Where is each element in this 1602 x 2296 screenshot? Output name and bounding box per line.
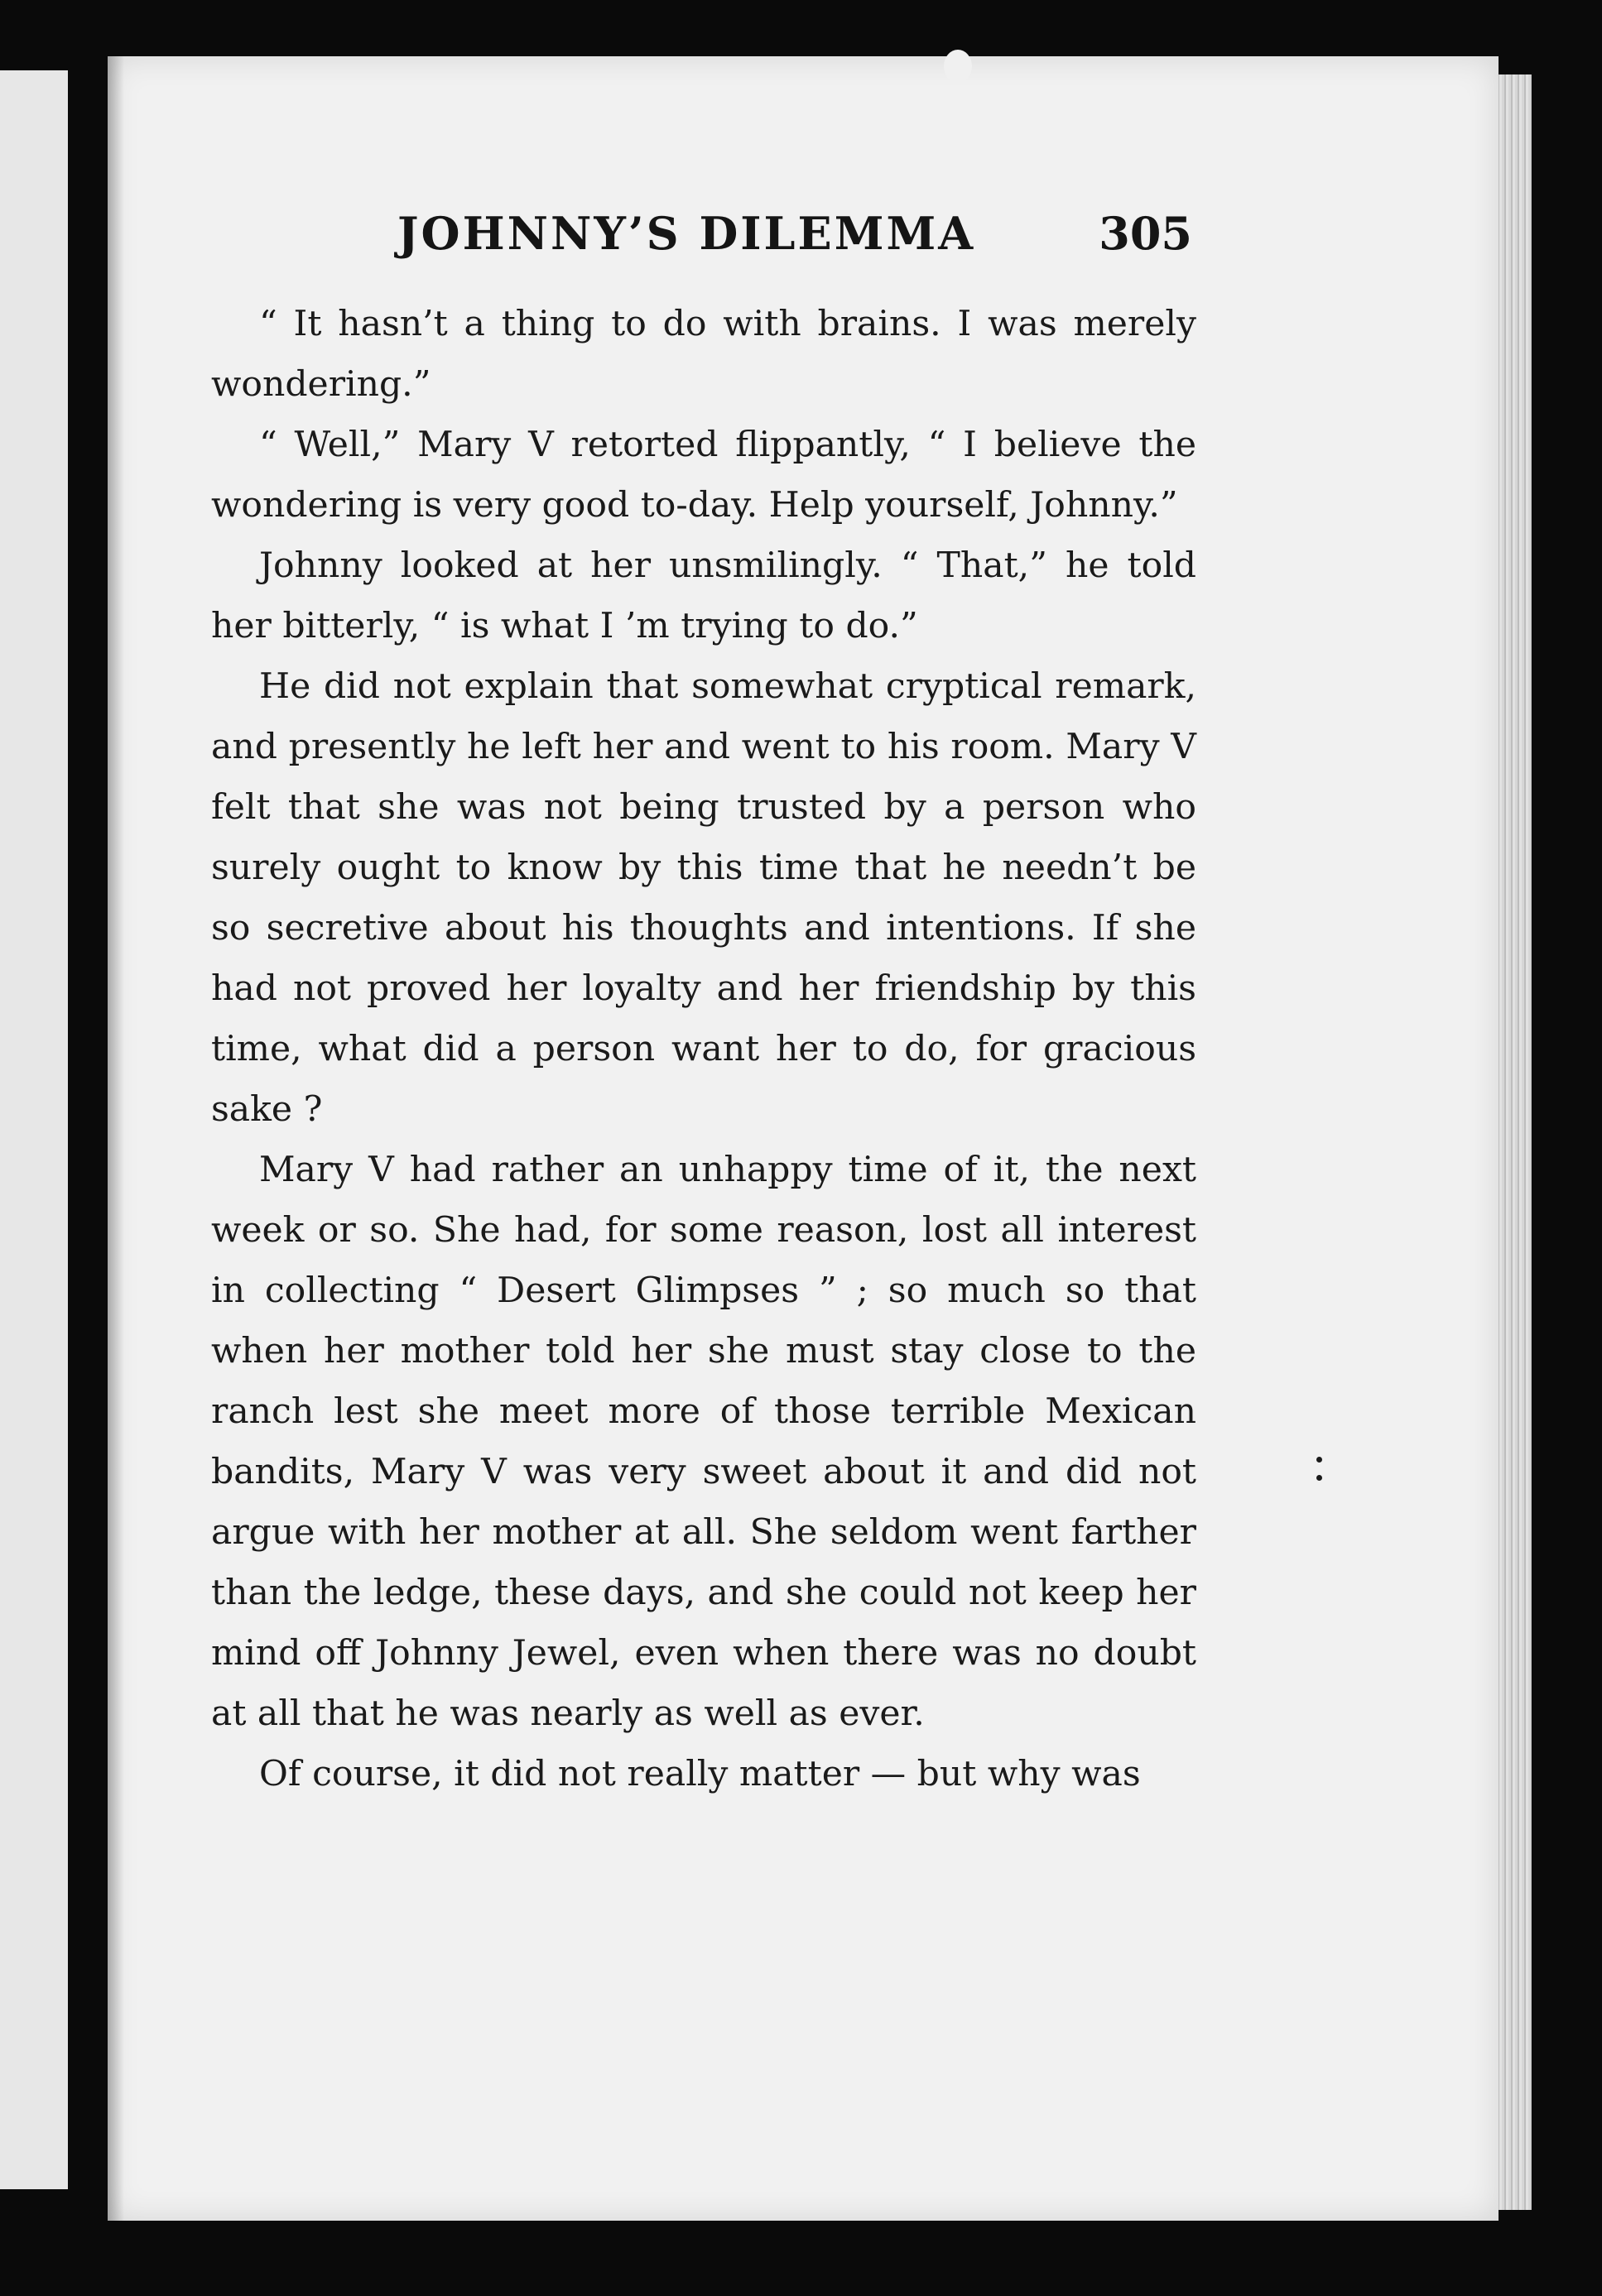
scan-speck (944, 50, 972, 83)
paragraph: Of course, it did not really matter — but why was (259, 1754, 1141, 1794)
gutter-shadow (108, 56, 124, 2221)
paragraph: Mary V had rather an unhappy time of it, the next week or so. She had, for some reason, lost all interest in collecting “ Desert Glimpses ” ; so much so that when her mother told her she must stay close to the ranch lest she meet more of those terrible Mexican bandits, Mary V was very sweet about it and did not argue with her mother at all. She seldom went farther than the ledge, these days, and she could not keep her mind off Johnny Jewel, even when there was no doubt at all that he was nearly as well as ever. (211, 1150, 1196, 1734)
scan-speck (1316, 1457, 1322, 1463)
paragraph: He did not explain that somewhat cryptical remark, and presently he left her and went to his room. Mary V felt that she was not being trusted by a person who surely ought to know by this time that he needn’t be so secretive about his thoughts and intentions. If she had not proved her loyalty and her friendship by this time, what did a person want her to do, for gracious sake ? (211, 666, 1196, 1130)
running-head (397, 207, 1192, 273)
paragraph: “ It hasn’t a thing to do with brains. I was merely wondering.” (211, 304, 1196, 405)
facing-page-edge (0, 70, 68, 2189)
paragraph: “ Well,” Mary V retorted flippantly, “ I believe the wondering is very good to-day. Help yourself, Johnny.” (211, 425, 1196, 526)
paragraph: Johnny looked at her unsmilingly. “ That,” he told her bitterly, “ is what I ’m trying to do.” (211, 545, 1196, 646)
scan-speck (1316, 1475, 1322, 1481)
page-number: 305 (1099, 207, 1192, 260)
chapter-title: JOHNNY’S DILEMMA (397, 207, 976, 260)
body-text (211, 294, 1196, 1804)
